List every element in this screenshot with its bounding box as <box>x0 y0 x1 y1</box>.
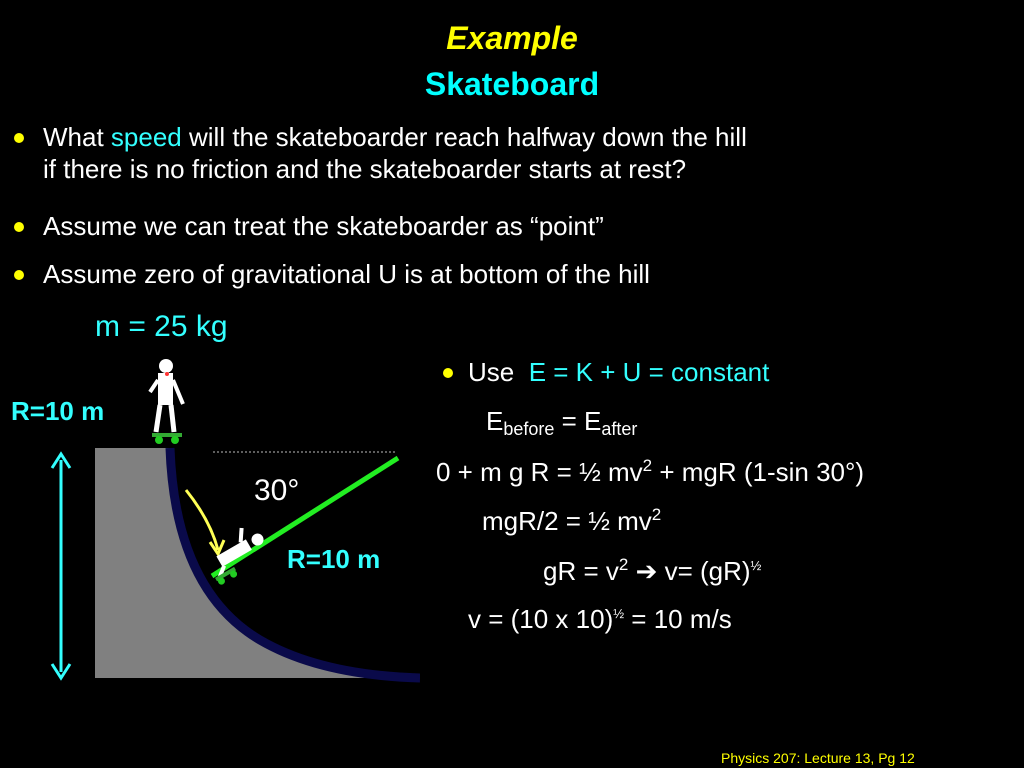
eq-e-before: E <box>486 406 504 436</box>
equation-ebefore <box>486 406 637 440</box>
bullet-dot-2 <box>14 222 24 232</box>
eq-e-after: = E <box>554 406 602 436</box>
equation-energy-balance <box>436 456 864 488</box>
bullet-dot-1 <box>14 133 24 143</box>
equation-half <box>482 505 661 537</box>
bullet-1-highlight: speed <box>110 122 182 152</box>
eq3-sup: 2 <box>651 505 662 524</box>
energy-equation: E = K + U = constant <box>528 357 770 387</box>
equation-result <box>468 604 732 635</box>
bullet-3: Assume zero of gravitational U is at bottom of the hill <box>43 259 650 289</box>
use-label: Use <box>468 357 515 387</box>
skateboard-diagram <box>0 340 420 700</box>
eq4-sup: 2 <box>618 555 629 574</box>
radius-label-right: R=10 m <box>287 544 381 574</box>
eq4-right: v= (gR) <box>664 556 751 586</box>
eq2-sup: 2 <box>642 456 653 475</box>
eq-sub-after: after <box>601 419 638 439</box>
angle-label: 30° <box>254 474 300 507</box>
bullet-dot-3 <box>14 270 24 280</box>
eq3-text: mgR/2 = ½ mv <box>482 506 652 536</box>
eq-sub-before: before <box>503 419 555 439</box>
bullet-dot-use <box>443 368 453 378</box>
eq5-right: = 10 m/s <box>624 604 732 634</box>
eq2-right: + mgR (1-sin 30°) <box>652 457 865 487</box>
eq5-left: v = (10 x 10) <box>468 604 614 634</box>
bullet-1-pre: What <box>43 122 111 152</box>
bullet-1 <box>43 121 1013 185</box>
bullet-1-post: will the skateboarder reach halfway down the hill <box>181 122 747 152</box>
skater-top <box>150 359 183 444</box>
bullet-1-line2: if there is no friction and the skateboarder starts at rest? <box>43 154 687 184</box>
radius-label-left: R=10 m <box>11 396 105 426</box>
mass-label: m = 25 kg <box>95 310 228 343</box>
use-bullet <box>468 357 769 388</box>
eq4-sup2: ½ <box>750 558 762 573</box>
motion-path-arrow <box>186 490 218 550</box>
implies-arrow-icon: ➔ <box>628 556 665 586</box>
bullet-2: Assume we can treat the skateboarder as “point” <box>43 211 604 241</box>
eq2-left: 0 + m g R = ½ mv <box>436 457 643 487</box>
equation-velocity <box>543 555 761 587</box>
eq5-sup: ½ <box>613 606 625 621</box>
eq4-left: gR = v <box>543 556 619 586</box>
slide-footer: Physics 207: Lecture 13, Pg 12 <box>721 750 915 766</box>
slide-subtitle: Skateboard <box>424 66 600 102</box>
slide-title: Example <box>446 20 578 56</box>
